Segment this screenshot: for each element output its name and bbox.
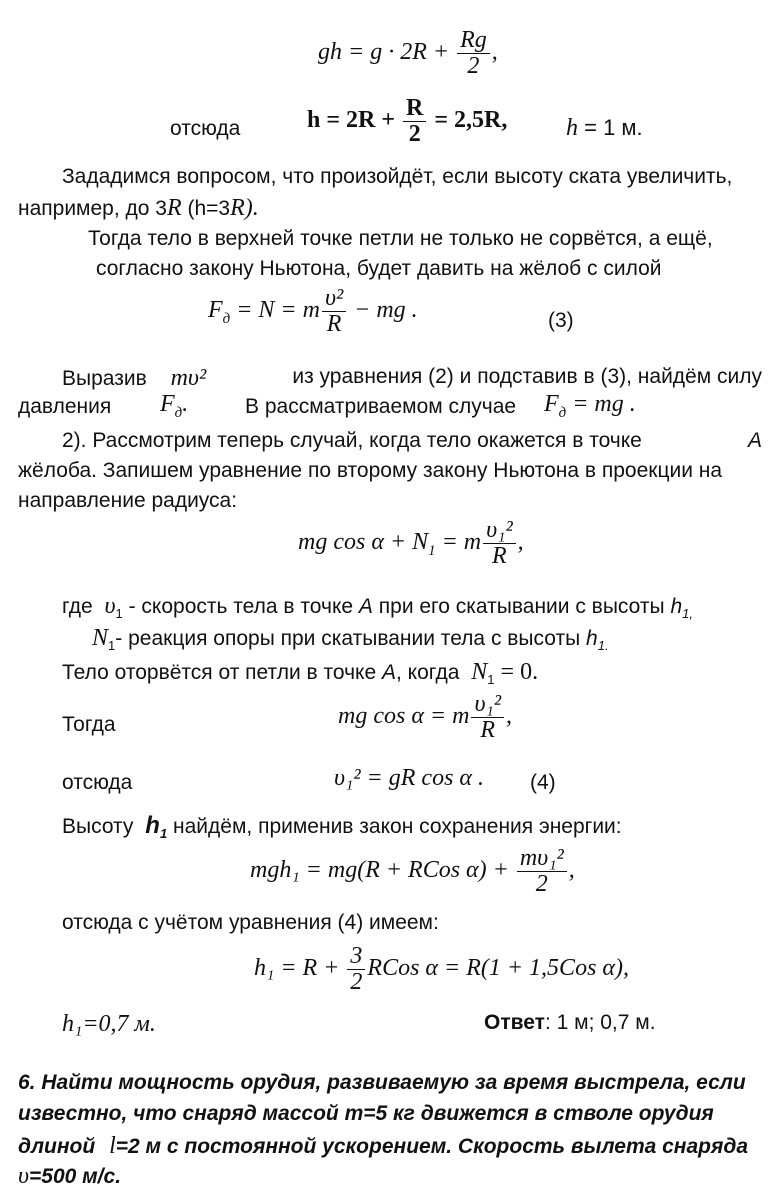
task6-line2: известно, что снаряд массой m=5 кг движется в стволе орудия xyxy=(18,1102,714,1125)
task6-line3: длиной l=2 м с постоянной ускорением. Скорость вылета снаряда xyxy=(18,1133,749,1159)
vysotu-line: Высоту $h_1$ найдём, применив закон сохранения энергии: xyxy=(62,812,622,842)
otsyuda-label: отсюда xyxy=(170,117,241,140)
task6-line4: υ=500 м/с. xyxy=(18,1163,122,1189)
otorv-line: Тело оторвётся от петли в точке A, когда $N_1 = 0$. xyxy=(62,659,539,688)
equation-h1: h₁ = R + $\frac{3}{2}$ RCos α = R(1 + 1,5Cos α), xyxy=(254,943,629,996)
v-rassm: В рассматриваемом случае xyxy=(245,395,517,418)
davleniya-line: давления xyxy=(18,395,112,418)
equation-h-2-5r: h = 2R + $\frac{R}{2}$ = 2,5R, xyxy=(307,95,508,148)
equation-cos: mg $\cos \alpha + N_1 = m$ $\frac{\text{υ₁²}}{R}$ , xyxy=(298,517,524,570)
s-uchetom-line: отсюда с учётом уравнения (4) имеем: xyxy=(62,911,439,934)
para1-line1: Зададимся вопросом, что произойдёт, если высоту ската увеличить, xyxy=(62,165,733,188)
vyraziv-line: Выразив mυ² из уравнения (2) и подставив в (3), найдём силу xyxy=(62,365,762,391)
para2-line1: Тогда тело в верхней точке петли не только не сорвётся, а ещё, xyxy=(88,227,713,250)
n1-line: $N_1-$ реакция опоры при скатывании тела с высоты $h_{1.}$ xyxy=(92,625,609,654)
equation-energy: mgh₁ = mg(R + RCos α) + $\frac{\text{mυ₁²}}{2}$ , xyxy=(250,845,575,898)
p2-line3: направление радиуса: xyxy=(18,489,238,512)
togda-label: Тогда xyxy=(62,713,116,736)
otsyuda2-label: отсюда xyxy=(62,771,133,794)
equation-v1sq: υ₁² = gR cos α . xyxy=(334,765,484,791)
equation-togda: mg cos α = m $\frac{\text{υ₁²}}{R}$ , xyxy=(338,691,513,744)
fd-symbol: $F_д$. xyxy=(160,391,189,421)
gde-line: где $\upsilon_1$ - скорость тела в точке A при его скатывании с высоты $h_{1,}$ xyxy=(62,593,693,622)
equation-gh: gh = g · 2R + $\frac{Rg}{2}$ , xyxy=(318,27,498,80)
p2-line2: жёлоба. Запишем уравнение по второму закону Ньютона в проекции на xyxy=(18,459,723,482)
equation-force: $F_д = N = m$ $\frac{\text{υ²}}{R}$ − mg . xyxy=(208,285,418,338)
h-value: h = 1 м. xyxy=(566,115,643,141)
para2-line2: согласно закону Ньютона, будет давить на жёлоб с силой xyxy=(96,257,662,280)
h1-value: h₁=0,7 м. xyxy=(62,1011,156,1037)
task6-line1: 6. Найти мощность орудия, развиваемую за время выстрела, если xyxy=(18,1071,746,1094)
fd-equals-mg: $F_д$ = mg . xyxy=(544,391,636,421)
answer: Ответ: 1 м; 0,7 м. xyxy=(484,1011,656,1034)
equation-label-4: (4) xyxy=(530,771,556,794)
p2-line1: 2). Рассмотрим теперь случай, когда тело окажется в точке A xyxy=(62,429,762,452)
equation-label-3: (3) xyxy=(548,309,574,332)
para1-line2: например, до 3R (h=3R). xyxy=(18,195,259,221)
